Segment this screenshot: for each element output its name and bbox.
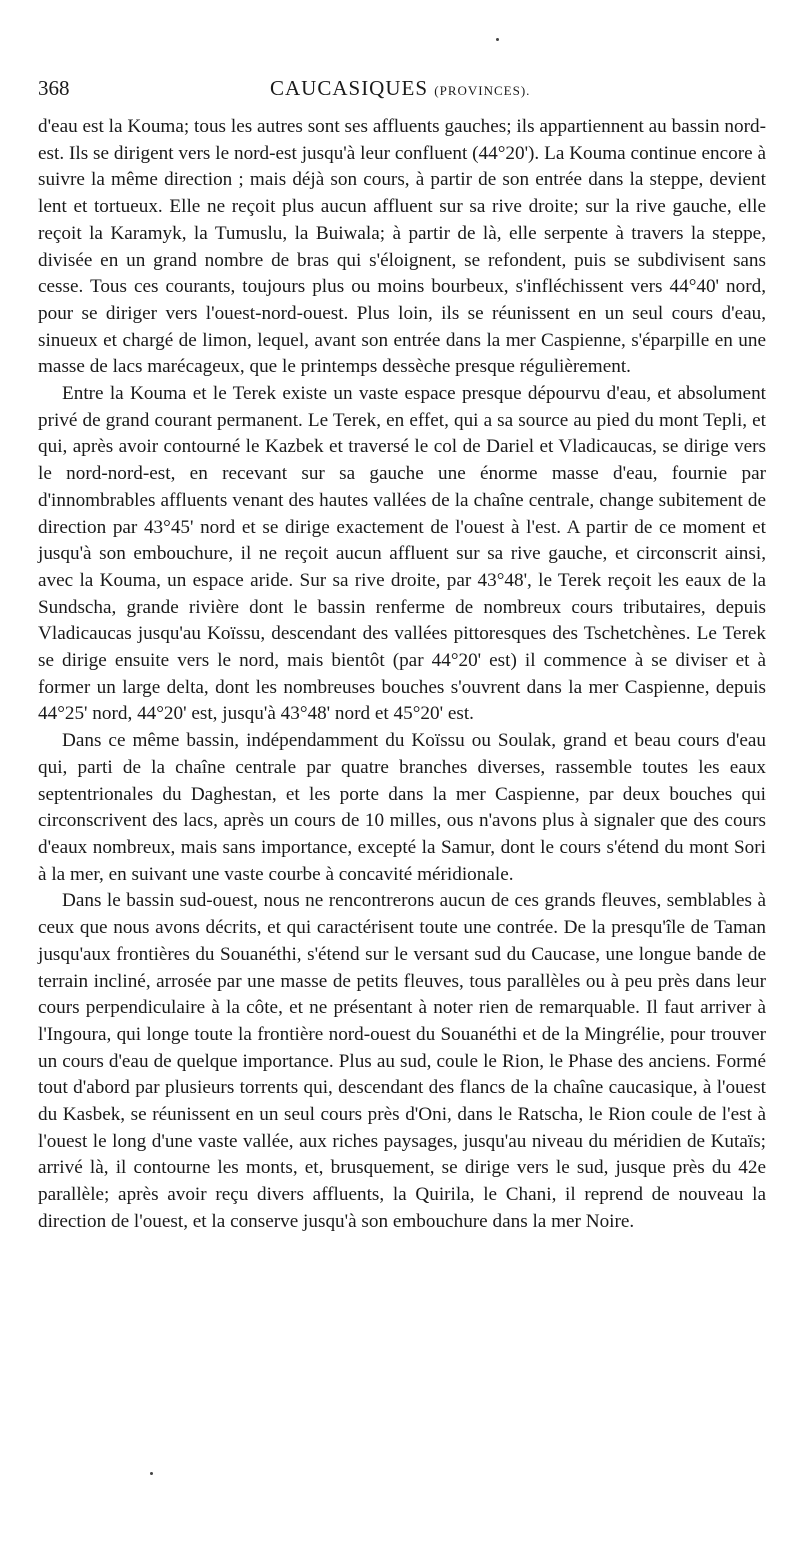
scan-speck xyxy=(496,38,499,41)
paragraph: d'eau est la Kouma; tous les autres sont ses affluents gauches; ils appartiennent au bassin nord-est. Ils se dirigent vers le nord-est jusqu'à leur confluent (44°20'). La Kouma continue encore à suivre la même direction ; mais déjà son cours, à partir de son entrée dans la steppe, devient lent et tortueux. Elle ne reçoit plus aucun affluent sur sa rive droite; sur la rive gauche, elle reçoit la Karamyk, la Tumuslu, la Buiwala; à partir de là, elle serpente à travers la steppe, divisée en un grand nombre de bras qui s'éloignent, se refondent, puis se subdivisent sans cesse. Tous ces courants, toujours plus ou moins bourbeux, s'infléchissent vers 44°40' nord, pour se diriger vers l'ouest-nord-ouest. Plus loin, ils se réunissent en un seul cours d'eau, sinueux et chargé de limon, lequel, avant son entrée dans la mer Caspienne, s'éparpille en une masse de lacs marécageux, que le printemps dessèche presque régulièrement. xyxy=(38,116,766,378)
paragraph: Entre la Kouma et le Terek existe un vaste espace presque dépourvu d'eau, et absolument privé de grand courant permanent. Le Terek, en effet, qui a sa source au pied du mont Tepli, et qui, après avoir contourné le Kazbek et traversé le col de Dariel et Vladicaucas, se dirige vers le nord-nord-est, en recevant sur sa gauche une énorme masse d'eau, fournie par d'innombrables affluents venant des hautes vallées de la chaîne centrale, change subitement de direction par 43°45' nord et se dirige exactement de l'ouest à l'est. A partir de ce moment et jusqu'à son embouchure, il ne reçoit aucun affluent sur sa rive gauche, et circonscrit ainsi, avec la Kouma, un espace aride. Sur sa rive droite, par 43°48', le Terek reçoit les eaux de la Sundscha, grande rivière dont le bassin renferme de nombreux cours tributaires, depuis Vladicaucas jusqu'au Koïssu, descendant des vallées pittoresques des Tschetchènes. Le Terek se dirige ensuite vers le nord, mais bientôt (par 44°20' est) il commence à se diviser et à former un large delta, dont les nombreuses bouches s'ouvrent dans la mer Caspienne, depuis 44°25' nord, 44°20' est, jusqu'à 43°48' nord et 45°20' est. xyxy=(38,383,766,725)
running-title-subtitle: (PROVINCES). xyxy=(434,83,531,98)
running-title-main: CAUCASIQUES xyxy=(270,76,429,100)
page-header xyxy=(38,76,766,104)
scan-speck xyxy=(150,1472,153,1475)
body-text xyxy=(38,114,766,1236)
paragraph: Dans ce même bassin, indépendamment du Koïssu ou Soulak, grand et beau cours d'eau qui, parti de la chaîne centrale par quatre branches diverses, rassemble toutes les eaux septentrionales du Daghestan, et les porte dans la mer Caspienne, par deux bouches qui circonscrivent des lacs, après un cours de 10 milles, ous n'avons plus à signaler que des cours d'eaux nombreux, mais sans importance, excepté la Samur, dont le cours s'étend du mont Sori à la mer, en suivant une vaste courbe à concavité méridionale. xyxy=(38,730,766,885)
paragraph: Dans le bassin sud-ouest, nous ne rencontrerons aucun de ces grands fleuves, semblables à ceux que nous avons décrits, et qui caractérisent toute une contrée. De la presqu'île de Taman jusqu'aux frontières du Souanéthi, s'étend sur le versant sud du Caucase, une longue bande de terrain incliné, arrosée par une masse de petits fleuves, tous parallèles ou à peu près dans leur cours perpendiculaire à la côte, et ne présentant à noter rien de remarquable. Il faut arriver à l'Ingoura, qui longe toute la frontière nord-ouest du Souanéthi et de la Mingrélie, pour trouver un cours d'eau de quelque importance. Plus au sud, coule le Rion, le Phase des anciens. Formé tout d'abord par plusieurs torrents qui, descendant des flancs de la chaîne caucasique, à l'ouest du Kasbek, se réunissent en un seul cours près d'Oni, dans le Ratscha, le Rion coule de l'est à l'ouest le long d'une vaste vallée, aux riches paysages, jusqu'au niveau du méridien de Kutaïs; arrivé là, il contourne les monts, et, brusquement, se dirige vers le sud, jusque près du 42e parallèle; après avoir reçu divers affluents, la Quirila, le Chani, il reprend de nouveau la direction de l'ouest, et la conserve jusqu'à son embouchure dans la mer Noire. xyxy=(38,890,766,1232)
running-title xyxy=(270,76,530,101)
page-number: 368 xyxy=(38,76,70,100)
